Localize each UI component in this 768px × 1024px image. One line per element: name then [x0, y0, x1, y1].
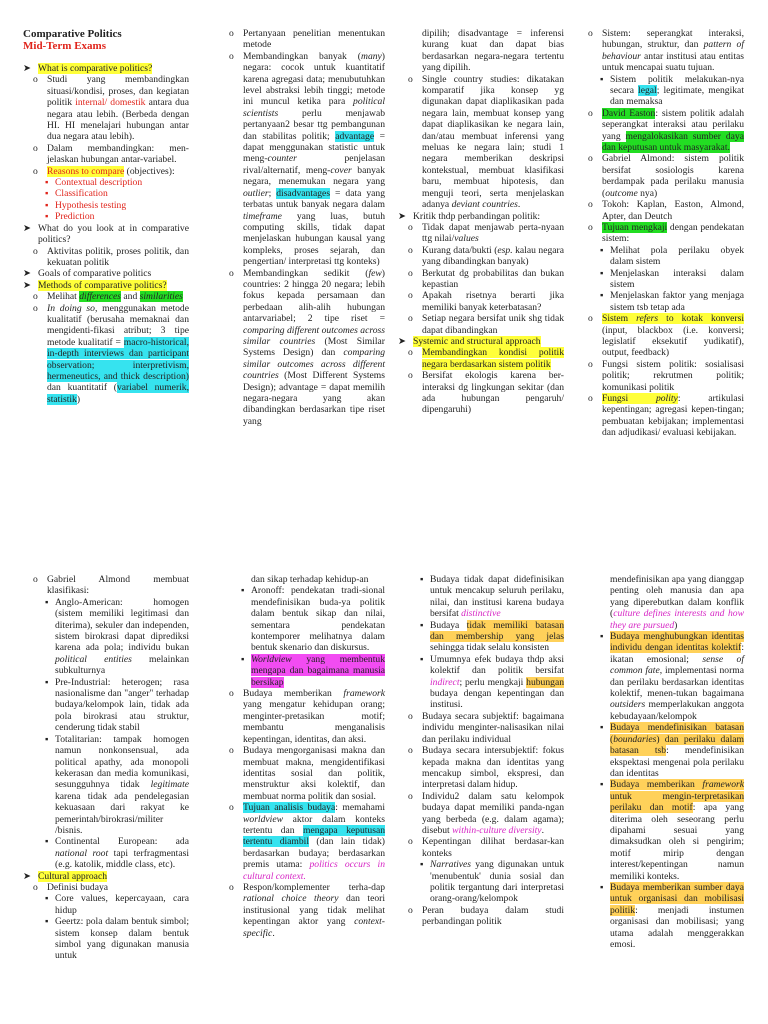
list-item: ▪ Contextual description	[45, 177, 143, 189]
list-item: o Sistem: seperangkat interaksi, hubungan, struktur, dan pattern of behaviour antar institusi atau entitas untuk mencapai suatu tujuan.	[588, 28, 744, 74]
list-item: o Apakah risetnya berarti jika memiliki banyak keterbatasan?	[408, 290, 564, 313]
list-item: ▪ Core values, kepercayaan, cara hidup	[45, 893, 189, 916]
list-item: o Individu2 dalam satu kelompok budaya dapat memiliki panda-ngan yang berbeda (e.g. dalam agama); disebut within-culture diversity.	[408, 790, 564, 836]
list-item: ▪ Budaya tidak memiliki batasan dan membership yang jelas sehingga tidak selalu konsisten	[420, 619, 564, 654]
page2-column-4	[578, 574, 744, 950]
list-item: o Budaya secara subjektif: bagaimana individu menginter-nalisasikan nilai dan perilaku individual	[408, 710, 564, 745]
list-item: ▪ Budaya menghubungkan identitas individu dengan identitas kolektif: ikatan emosional; sense of common fate, implementasi norma dan perilaku berdasarkan identitas kolektif, menen-tukan bagaimana outsiders memperlakukan anggota kebudayaan/kelompok	[600, 631, 744, 722]
list-item: o Budaya memberikan framework yang mengatur kehidupan orang; menginter-pretasikan motif; membantu menganalisis kepentingan, identitas, dan aksi.	[229, 688, 385, 745]
list-item: ▪ Budaya memberikan framework untuk mengin-terpretasikan perilaku dan motif: apa yang diterima oleh seseorang perlu dipahami sesuai yang dimaksudkan oleh si pengirim; motif mirip dengan interest/kepentingan namun memiliki konteks.	[600, 779, 744, 882]
list-item: ▪ Menjelaskan faktor yang menjaga sistem tsb tetap ada	[600, 290, 744, 313]
list-item: o Bersifat ekologis karena ber-interaksi dg lingkungan sekitar (dan ada hubungan pengaruh/ dipengaruhi)	[408, 370, 564, 416]
document-subtitle: Mid-Term Exams	[23, 40, 107, 52]
list-item: o Fungsi sistem politik: sosialisasi politik; rekrutmen politik; komunikasi politik	[588, 358, 744, 393]
list-item: ▪ Totalitarian: tampak homogen namun nonkonsensual, ada political apathy, ada monopoli kekerasan dan media komunikasi, sesungguhnya tidak legitimate karena tidak ada pendelegasian kekuasaan dari rakyat ke pemerintah/birokrasi/militer /bisnis.	[45, 733, 189, 836]
list-item: o Sistem refers to kotak konversi (input, blackbox (i.e. konversi; legislatif eksekutif yudikatif), output, feedback)	[588, 313, 744, 359]
page2-column-1	[23, 574, 189, 962]
list-item: ▪ Menjelaskan interaksi dalam sistem	[600, 267, 744, 290]
list-item: o Definisi budaya	[33, 881, 109, 893]
heading-methods: ➤ Methods of comparative politics?	[23, 279, 167, 291]
document-title: Comparative Politics	[23, 28, 122, 40]
list-item: ▪ Umumnya efek budaya thdp aksi kolektif dan politik bersifat indirect; perlu mengkaji hubungan budaya dengan kepentingan dan institusi.	[420, 653, 564, 711]
list-item: o Budaya mengorganisasi makna dan membuat makna, mengidentifikasi identitas sosial dan politik, menstruktur aksi kolektif, dan membuat norma politik dan sosial.	[229, 745, 385, 802]
page2-column-3	[398, 574, 564, 928]
list-item: ▪ Budaya mendefinisikan batasan (boundaries) dan perilaku dalam batasan tsb: mendefinisikan ekspektasi mengenai pola perilaku dan identitas	[600, 722, 744, 779]
list-item: o In doing so, menggunakan metode kualitatif (berusaha memaknai dan mengidenti-fikasi atribut; 3 tipe metode kualitatif = macro-historical, in-depth interviews dan participant observation; interpretivism, hermeneutics, and thick description) dan kuantitatif (variabel numerik, statistik)	[33, 302, 189, 405]
list-item: ▪ Classification	[45, 188, 108, 200]
list-item: o Budaya secara intersubjektif: fokus kepada makna dan identitas yang mencakup simbol, ekspresi, dan interpretasi dalam hidup.	[408, 745, 564, 791]
page1-column-3	[398, 28, 564, 416]
list-item: ▪ Melihat pola perilaku obyek dalam sistem	[600, 244, 744, 268]
list-item: o Respon/komplementer terha-dap rational choice theory dan teori institusional yang tidak melihat kepentingan aktor yang context-specific.	[229, 881, 385, 939]
heading-what-look: ➤ What do you look at in comparative politics?	[23, 222, 189, 246]
list-item: o Aktivitas politik, proses politik, dan kekuatan politik	[33, 245, 189, 268]
page2-column-2	[219, 574, 385, 939]
list-item: ▪ Hypothesis testing	[45, 199, 127, 211]
heading-cultural: ➤ Cultural approach	[23, 870, 107, 882]
list-item: o Tujuan analisis budaya: memahami worldview aktor dalam konteks tertentu dan mengapa keputusan tertentu diambil (dan lain tidak) berdasarkan budaya; berdasarkan premis utama: politics occurs in cultural context.	[229, 802, 385, 882]
list-item: ▪ Budaya memberikan sumber daya untuk organisasi dan mobilisasi politik: menjadi instumen organisasi dan mobilisasi; yang utama adalah menggerakkan emosi.	[600, 881, 744, 950]
heading-systemic: ➤ Systemic and structural approach	[398, 335, 541, 347]
heading-kritik: ➤ Kritik thdp perbandingan politik:	[398, 210, 541, 222]
list-item: ▪ Sistem politik melakukan-nya secara legal; legitimate, mengikat dan memaksa	[600, 73, 744, 108]
list-item: ▪ Geertz: pola dalam bentuk simbol; sistem konsep dalam bentuk simbol yang digunakan manusia untuk	[45, 916, 189, 962]
list-item: o Reasons to compare (objectives):	[33, 165, 175, 177]
list-item: o Peran budaya dalam studi perbandingan politik	[408, 904, 564, 928]
list-item: dan sikap terhadap kehidup-an	[251, 574, 369, 585]
list-item: o Melihat differences and similarities	[33, 291, 183, 303]
list-item: ▪ Pre-Industrial: heterogen; rasa nasionalisme dan "anger" terhadap budaya/kelompok lain, tidak ada pola birokrasi atau struktur, cenderung tidak stabil	[45, 676, 189, 734]
list-item: ▪ Anglo-American: homogen (sistem memiliki legitimasi dan diterima), sekuler dan independen, sistem birokrasi dapat diprediksi karena ada pola; individu bukan political entities melainkan subkulturnya	[45, 596, 189, 677]
list-item: ▪ Narratives yang digunakan untuk 'menubentuk' dunia sosial dan politik tergantung dari interpretasi orang-orang/kelompok	[420, 859, 564, 905]
list-item: o Single country studies: dikatakan komparatif jika konsep yg digunakan dapat diaplikasikan pada negara lain, membuat konsep yang dapat diaplikasikan ke negara lain, dan/atau membuat inferensi yang meluas ke negara lain; studi 1 negara memberikan deskripsi kontekstual, membuat klasifikasi baru, membuat hipotesis, dan menguji teori, serta menjelaskan adanya deviant countries.	[408, 73, 564, 211]
list-item: ▪ Aronoff: pendekatan tradi-sional mendefinisikan buda-ya politik dalam bentuk sikap dan nilai, sementara pendekatan kontemporer melihatnya dalam bentuk skenario dan diskursus.	[241, 585, 385, 654]
heading-goals: ➤ Goals of comparative politics	[23, 268, 152, 280]
list-item: o Berkutat dg probabilitas dan bukan kepastian	[408, 267, 564, 290]
list-item: o Tokoh: Kaplan, Easton, Almond, Apter, dan Deutch	[588, 199, 744, 222]
list-item: ▪ Budaya tidak dapat didefinisikan untuk mencakup seluruh perilaku, nilai, dan institusi karena budaya bersifat distinctive	[420, 574, 564, 620]
heading-what-is: ➤ What is comparative politics?	[23, 63, 153, 74]
list-item: o Gabriel Almond: sistem politik bersifat sosiologis karena berdampak pada perilaku manusia (outcome nya)	[588, 153, 744, 199]
list-item: o Membandingkan kondisi politik negara berdasarkan sistem politik	[408, 347, 564, 370]
list-item: o Setiap negara bersifat unik shg tidak dapat dibandingkan	[408, 313, 564, 336]
list-item: o Kepentingan dilihat berdasar-kan konteks	[408, 836, 564, 859]
list-item: o David Easton: sistem politik adalah seperangkat interaksi atau perilaku yang mengalokasikan sumber daya dan keputusan untuk masyarakat.	[588, 107, 744, 154]
page1-column-4	[578, 28, 744, 439]
list-item: mendefinisikan apa yang dianggap penting oleh manusia dan apa yang diperebutkan dalam konflik (culture defines interests and how they are pursued)	[610, 574, 744, 631]
list-item: o Tujuan mengkaji dengan pendekatan sistem:	[588, 221, 745, 245]
list-item: ▪ Worldview yang membentuk mengapa dan bagaimana manusia bersikap	[241, 653, 385, 688]
list-item: o Kurang data/bukti (esp. kalau negara yang dibandingkan banyak)	[408, 244, 564, 268]
list-item: o Dalam membandingkan: men-jelaskan hubungan antar-variabel.	[33, 142, 189, 166]
list-item: o Pertanyaan penelitian menentukan metode	[229, 28, 385, 51]
list-item: o Gabriel Almond membuat klasifikasi:	[33, 574, 189, 597]
list-item: o Membandingkan sedikit (few) countries: 2 hingga 20 negara; lebih fokus kepada persamaan dan perbedaan alih-alih hubungan antarvariabel; 2 tipe riset = comparing different outcomes across similar countries (Most Similar Systems Design) dan comparing similar outcomes across different countries (Most Different Systems Design); advantage = dapat memilih negara-negara yang akan dibandingkan berdasarkan tipe riset yang	[229, 267, 386, 427]
list-item: ▪ Continental European: ada national root tapi terfragmentasi (e.g. katolik, middle class, etc).	[45, 836, 190, 871]
list-item: ▪ Prediction	[45, 211, 95, 223]
list-item: o Tidak dapat menjawab perta-nyaan ttg nilai/values	[408, 221, 564, 245]
list-item: o Studi yang membandingkan situasi/kondisi, proses, dan kegiatan politik internal/ domestik antara dua negara atau lebih. (Berbeda dengan HI. HI menelajari hubungan antar dua negara atau lebih).	[33, 74, 190, 143]
list-item: o Membandingkan banyak (many) negara: cocok untuk kuantitatif karena agregasi data; menubutuhkan level abstraksi lebih tinggi; metode ini muncul ketika para political scientists perlu menjawab pertanyaan2 besar ttg pembangunan dan stabilitas politik; advantage = dapat menggunakan statistic untuk meng-counter penjelasan rival/alternatif, meng-cover banyak negara, menemukan negara yang outlier; disadvantages = data yang terbatas untuk banyak negara dalam timeframe yang luas, butuh computing skills, tidak dapat menjelaskan hubungan kausal yang kompleks, proses sejarah, dan pengertian/ interpretasi ttg konteks)	[229, 50, 386, 268]
page1-column-2	[219, 28, 385, 427]
list-item: dipilih; disadvantage = inferensi kurang kuat dan dapat bias berdasarkan negara-negara tertentu yang dipilih.	[422, 28, 564, 74]
page1-column-1	[23, 28, 189, 405]
list-item: o Fungsi polity: artikulasi kepentingan; agregasi kepen-tingan; pembuatan kebijakan; implementasi dan adjudikasi/ evaluasi kebijakan.	[588, 393, 744, 439]
